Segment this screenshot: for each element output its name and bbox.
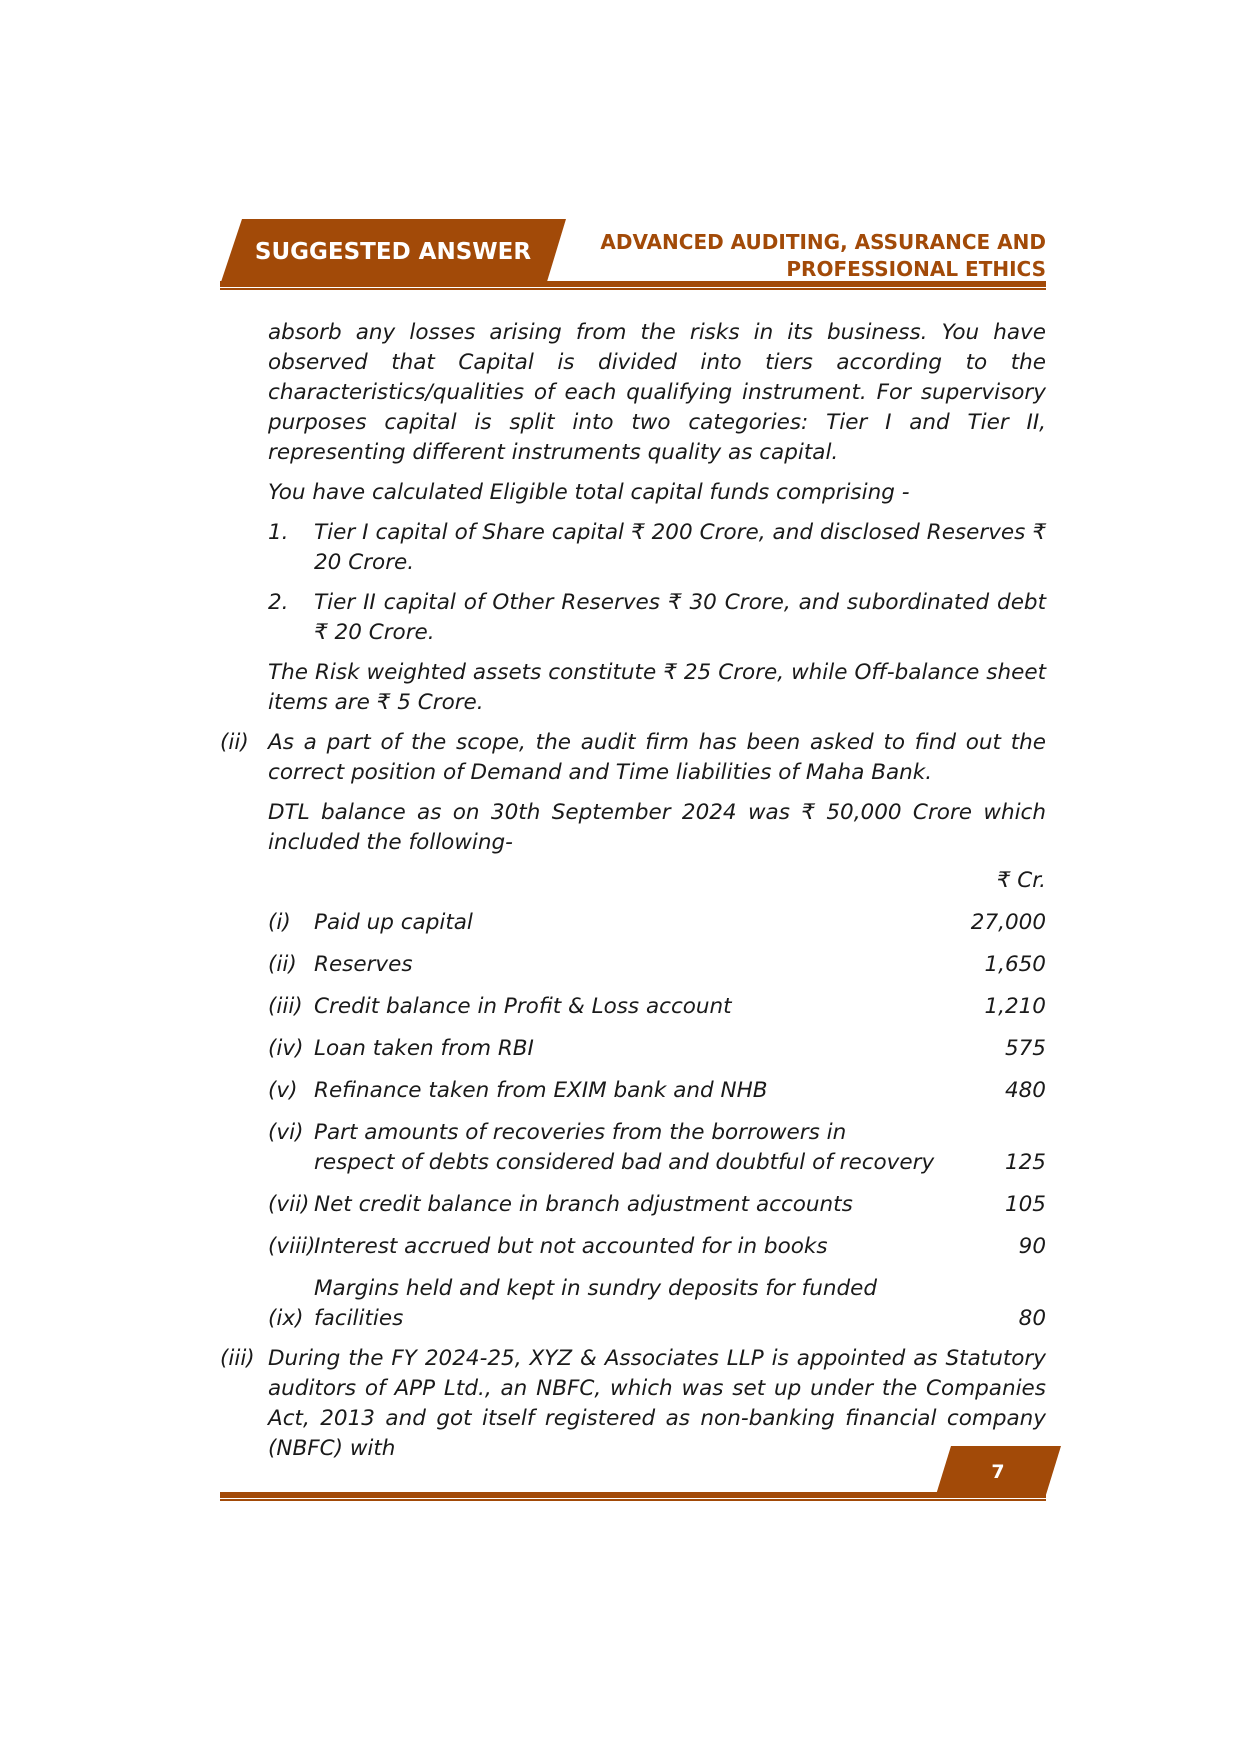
list-item-text: Tier I capital of Share capital ₹ 200 Crore, and disclosed Reserves ₹ 20 Crore. xyxy=(314,520,1046,575)
table-row xyxy=(268,1232,1046,1262)
row-number: (vi) xyxy=(268,1120,304,1145)
row-number: (iv) xyxy=(268,1036,304,1061)
row-description: Reserves xyxy=(314,952,413,977)
row-description-line1: Part amounts of recoveries from the borrowers in xyxy=(314,1120,847,1145)
footer-rule-thin xyxy=(220,1499,1046,1501)
row-description-line2: respect of debts considered bad and doubtful of recovery xyxy=(314,1150,935,1175)
part-ii-text: As a part of the scope, the audit firm has been asked to find out the correct position of Demand and Time liabilities of Maha Bank. xyxy=(268,730,1046,785)
header-tab-label: SUGGESTED ANSWER xyxy=(254,239,532,265)
header-rule-thin xyxy=(220,288,1046,290)
row-description: Credit balance in Profit & Loss account xyxy=(314,994,732,1019)
row-description: Interest accrued but not accounted for in books xyxy=(314,1234,828,1259)
row-value: 575 xyxy=(1004,1036,1046,1061)
footer-rule-thick xyxy=(220,1492,1046,1498)
part-ii-tag: (ii) xyxy=(220,730,249,755)
dtl-table xyxy=(268,866,1046,1334)
list-item-text: Tier II capital of Other Reserves ₹ 30 Crore, and subordinated debt ₹ 20 Crore. xyxy=(314,590,1046,645)
table-row xyxy=(268,950,1046,980)
page-body xyxy=(220,318,1046,1464)
row-description: Refinance taken from EXIM bank and NHB xyxy=(314,1078,768,1103)
row-value: 27,000 xyxy=(970,910,1046,935)
row-value: 105 xyxy=(1004,1192,1046,1217)
row-value: 1,650 xyxy=(984,952,1046,977)
part-ii xyxy=(220,728,1046,788)
row-number: (viii) xyxy=(268,1234,316,1259)
table-row xyxy=(268,1190,1046,1220)
row-value: 90 xyxy=(1018,1234,1046,1259)
table-row xyxy=(268,1118,1046,1178)
table-row xyxy=(268,1034,1046,1064)
document-title xyxy=(486,229,1046,283)
row-number: (ii) xyxy=(268,952,297,977)
table-unit-label: ₹ Cr. xyxy=(996,868,1046,893)
list-item-number: 2. xyxy=(268,590,289,615)
row-value: 1,210 xyxy=(984,994,1046,1019)
table-row xyxy=(268,1076,1046,1106)
row-description: Paid up capital xyxy=(314,910,473,935)
row-value: 480 xyxy=(1004,1078,1046,1103)
table-row xyxy=(268,992,1046,1022)
intro-paragraph: absorb any losses arising from the risks in its business. You have observed that Capital is divided into tiers according to the characteristics/qualities of each qualifying instrument. For supervisory purposes capital is split into two categories: Tier I and Tier II, representing different instruments quality as capital. xyxy=(268,320,1046,465)
row-value: 80 xyxy=(1018,1306,1046,1331)
part-iii-text: During the FY 2024-25, XYZ & Associates LLP is appointed as Statutory auditors of APP Ltd., an NBFC, which was set up under the Companies Act, 2013 and got itself registered as non-banking financial company (NBFC) with xyxy=(268,1346,1046,1461)
risk-weighted-assets-paragraph: The Risk weighted assets constitute ₹ 25 Crore, while Off-balance sheet items are ₹ 5 Crore. xyxy=(268,660,1046,715)
row-number: (ix) xyxy=(268,1306,304,1331)
table-row xyxy=(268,1274,1046,1334)
row-number: (v) xyxy=(268,1078,298,1103)
row-description: Loan taken from RBI xyxy=(314,1036,534,1061)
part-iii xyxy=(220,1344,1046,1464)
dtl-balance-paragraph: DTL balance as on 30th September 2024 was ₹ 50,000 Crore which included the following- xyxy=(268,800,1046,855)
part-iii-tag: (iii) xyxy=(220,1346,255,1371)
page-number: 7 xyxy=(991,1461,1005,1483)
header-rule-thick xyxy=(220,281,1046,287)
row-description: Margins held and kept in sundry deposits for funded facilities xyxy=(314,1276,878,1331)
list-item xyxy=(268,588,1046,648)
capital-funds-intro: You have calculated Eligible total capital funds comprising - xyxy=(268,480,910,505)
row-number: (vii) xyxy=(268,1192,310,1217)
list-item-number: 1. xyxy=(268,520,289,545)
row-description: Net credit balance in branch adjustment accounts xyxy=(314,1192,853,1217)
document-title-line1: ADVANCED AUDITING, ASSURANCE AND xyxy=(600,230,1046,254)
row-description xyxy=(314,1118,936,1178)
row-number: (iii) xyxy=(268,994,303,1019)
list-item xyxy=(268,518,1046,578)
table-row xyxy=(268,908,1046,938)
row-value: 125 xyxy=(1004,1150,1046,1175)
row-number: (i) xyxy=(268,910,291,935)
document-title-line2: PROFESSIONAL ETHICS xyxy=(786,257,1046,281)
